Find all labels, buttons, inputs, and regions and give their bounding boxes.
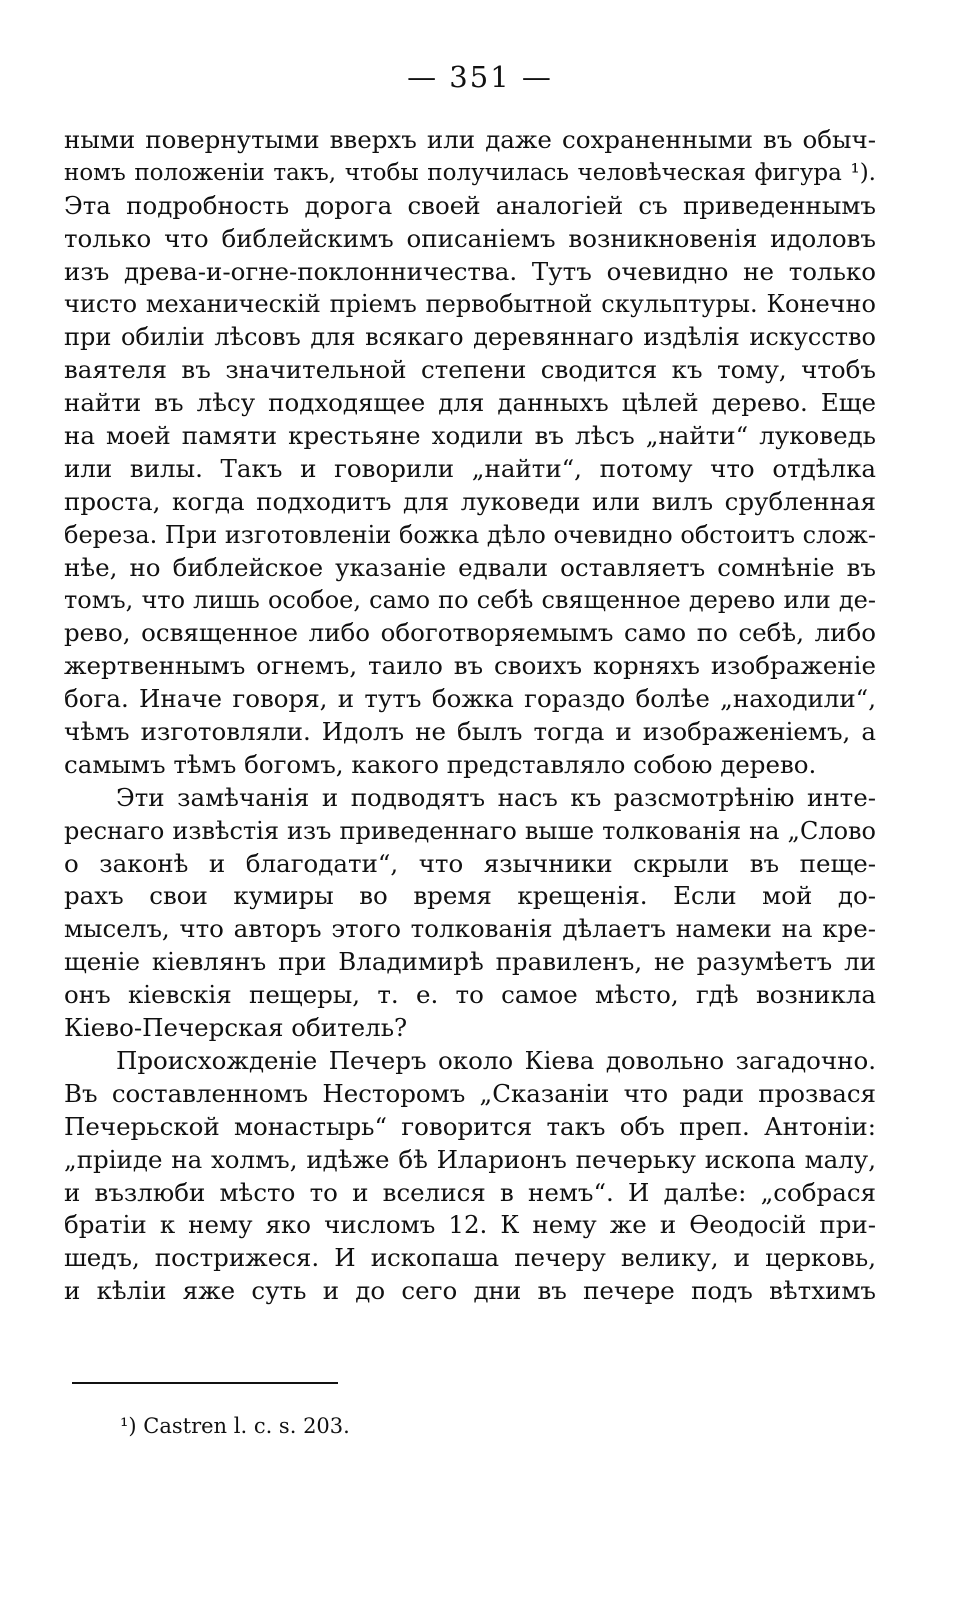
- text-line: чѣмъ изготовляли. Идолъ не былъ тогда и изображеніемъ, а: [64, 717, 876, 747]
- text-line: только что библейскимъ описаніемъ возникновенія идоловъ: [64, 223, 876, 253]
- text-line: реснаго извѣстія изъ приведеннаго выше толкованія на „Слово: [64, 816, 876, 845]
- text-line: проста, когда подходитъ для луковеди или вилъ срубленная: [64, 486, 876, 516]
- text-line: томъ, что лишь особое, само по себѣ священное дерево или де-: [64, 586, 876, 615]
- text-line: жертвеннымъ огнемъ, таило въ своихъ корняхъ изображеніе: [64, 651, 876, 681]
- text-line: Печерьской монастырь“ говорится такъ объ преп. Антоніи:: [64, 1111, 876, 1141]
- text-line: рево, освященное либо обоготворяемымъ само по себѣ, либо: [64, 618, 876, 648]
- page-number: — 351 —: [407, 60, 553, 94]
- footnote: ¹) Castren l. c. s. 203.: [120, 1414, 350, 1438]
- text-line: ными повернутыми вверхъ или даже сохраненными въ обыч-: [64, 125, 876, 154]
- text-line: самымъ тѣмъ богомъ, какого представляло собою дерево.: [64, 749, 817, 779]
- text-line: Эти замѣчанія и подводятъ насъ къ разсмотрѣнію инте-: [116, 782, 876, 812]
- text-line: при обиліи лѣсовъ для всякаго деревяннаго издѣлія искусство: [64, 323, 876, 352]
- text-line: береза. При изготовленіи божка дѣло очевидно обстоитъ слож-: [64, 520, 876, 549]
- text-line: онъ кіевскія пещеры, т. е. то самое мѣсто, гдѣ возникла: [64, 980, 876, 1010]
- text-line: Эта подробность дорога своей аналогіей съ приведеннымъ: [64, 190, 876, 220]
- text-line: рахъ свои кумиры во время крещенія. Если мой до-: [64, 881, 876, 911]
- text-line: или вилы. Такъ и говорили „найти“, потому что отдѣлка: [64, 453, 876, 483]
- footnote-rule: [72, 1382, 338, 1384]
- text-line: ваятеля въ значительной степени сводится къ тому, чтобъ: [64, 355, 876, 385]
- text-line: Происхожденіе Печеръ около Кіева довольно загадочно.: [116, 1045, 876, 1075]
- text-line: Кіево-Печерская обитель?: [64, 1013, 408, 1043]
- text-line: мыселъ, что авторъ этого толкованія дѣлаетъ намеки на кре-: [64, 914, 876, 944]
- text-line: нѣе, но библейское указаніе едвали оставляетъ сомнѣніе въ: [64, 552, 876, 582]
- body-text: [64, 124, 876, 1308]
- text-line: и възлюби мѣсто то и вселися в немъ“. И далѣе: „собрася: [64, 1177, 876, 1207]
- text-line: „пріиде на холмъ, идѣже бѣ Иларионъ печерьку ископа малу,: [64, 1144, 876, 1174]
- text-line: найти въ лѣсу подходящее для данныхъ цѣлей дерево. Еще: [64, 388, 876, 418]
- text-line: и кѣліи яже суть и до сего дни въ печере подъ вѣтхимъ: [64, 1276, 876, 1306]
- text-line: щеніе кіевлянъ при Владимирѣ правиленъ, не разумѣетъ ли: [64, 947, 876, 977]
- text-line: братіи к нему яко числомъ 12. К нему же и Ѳеодосій при-: [64, 1210, 876, 1240]
- text-line: на моей памяти крестьяне ходили въ лѣсъ „найти“ луковедь: [64, 421, 876, 451]
- text-line: шедъ, пострижеся. И ископаша печеру велику, и церковь,: [64, 1243, 876, 1273]
- text-line: о законѣ и благодати“, что язычники скрыли въ пеще-: [64, 848, 876, 878]
- text-line: Въ составленномъ Несторомъ „Сказаніи что ради прозвася: [64, 1078, 876, 1108]
- text-line: бога. Иначе говоря, и тутъ божка гораздо болѣе „находили“,: [64, 684, 876, 714]
- text-line: изъ древа-и-огне-поклонничества. Тутъ очевидно не только: [64, 256, 876, 286]
- text-line: номъ положеніи такъ, чтобы получилась человѣческая фигура ¹).: [64, 159, 876, 186]
- text-line: чисто механическій пріемъ первобытной скульптуры. Конечно: [64, 290, 876, 319]
